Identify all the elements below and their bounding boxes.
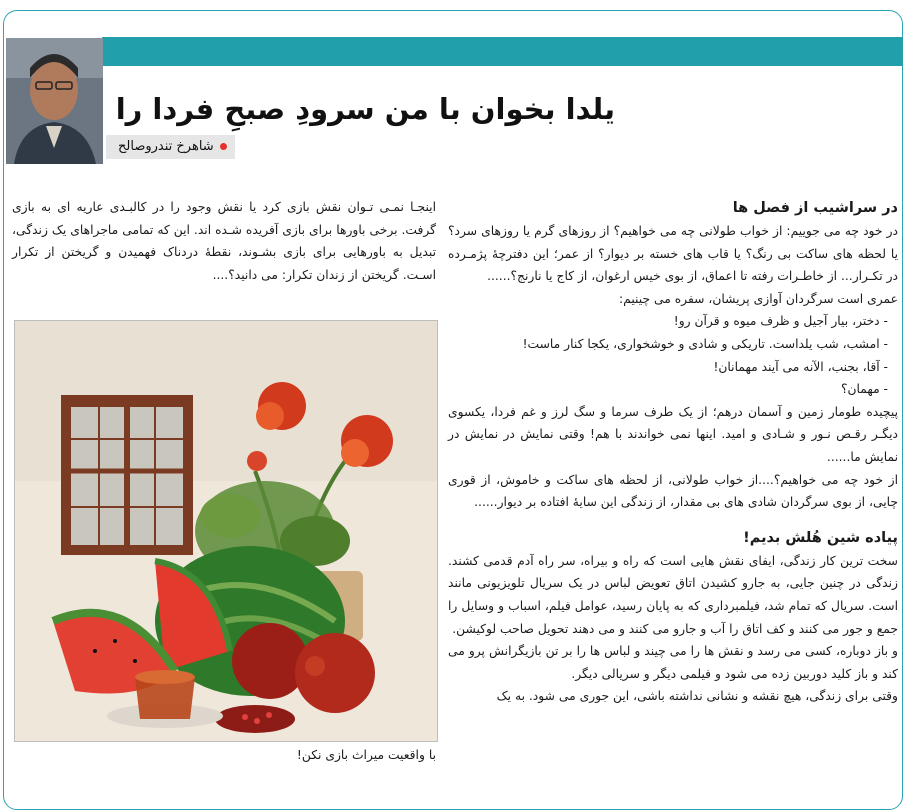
article-title: یلدا بخوان با من سرودِ صبحِ فردا را	[115, 92, 615, 126]
paragraph: در خود چه می جوییم: از خواب طولانی چه می خواهیم؟ از روزهای گرم یا روزهای سرد؟ یا لحظه های ساکت بی رنگ؟ یا قاب های خسته بر دیوار؟ از عمر؛ این دفترچهٔ پژمـرده در تکـرار... از خاطـرات رفته تا اعماق، از بوی خیس ارغوان، از کاج یا نارنج؟......	[448, 224, 898, 284]
image-caption: با واقعیت میراث بازی نکن!	[296, 748, 436, 762]
paragraph: و باز دوباره، کسی می رسد و نقش ها را می چیند و لباس ها را بر تن بازیگرانش پرو می کند و باز کلید دوربین زده می شود و فیلمی دیگر و سریالی دیگر.	[448, 644, 898, 681]
yalda-painting-image	[14, 320, 438, 742]
dialog-line: - مهمان؟	[840, 382, 888, 397]
paragraph: وقتی برای زندگی، هیچ نقشه و نشانی نداشته باشی، این جوری می شود. به یک	[496, 689, 898, 704]
dialog-line: - آقا، بجنب، الآنه می آیند مهمانان!	[713, 359, 888, 374]
section-title-1: در سراشیب از فصل ها	[732, 200, 898, 216]
author-name: شاهرخ تندروصالح	[118, 139, 214, 154]
author-photo	[6, 38, 103, 164]
section-title-2: پیاده شین هُلش بدیم!	[743, 529, 898, 546]
paragraph: از خود چه می خواهیم؟....از خواب طولانی، از لحظه های ساکت و خاموش، از قوری چایی، از بوی سرگردان شادی های بی مقدار، از زندگی این سایهٔ افتاده بر دیوار......	[448, 472, 898, 510]
bullet-dot-icon	[220, 143, 227, 150]
author-byline	[106, 135, 235, 159]
dialog-line: - امشب، شب یلداست. تاریکی و شادی و خوشخواری، یکجا کنار ماست!	[522, 336, 888, 351]
header-band	[102, 37, 903, 66]
left-column	[12, 196, 436, 286]
paragraph: سخت ترین کار زندگی، ایفای نقش هایی است که راه و بیراه، سر راه آدم قدمی کشند. زندگی در چنین جایی، به جارو کشیدن اتاق تعویض لباس در یک سریال تلویزیونی مانند است. سریال که تمام شد، فیلمبرداری که به پایان رسید، عوامل فیلم، اسباب و وسایل را جمع و جور می کنند و کف اتاق را آب و جارو می کنند و می دهند تحویل صاحب لوکیشن.	[448, 553, 898, 636]
paragraph: اینجـا نمـی تـوان نقش بازی کرد یا نقش وجود را در کالبـدی عاریه ای به بازی گرفت. برخی باورها برای بازی آفریده شـده اند. این که تمامی ماجراهای یک زندگی، تبدیل به باورهایی برای بازی بشـوند، نقطهٔ دردناک فهمیدن و گریختن از تکرار اسـت. گریختن از زندان تکرار: می دانید؟....	[12, 200, 436, 282]
right-column	[448, 196, 898, 708]
dialog-line: - دختر، بیار آجیل و ظرف میوه و قرآن رو!	[673, 314, 888, 329]
paragraph: پیچیده طومار زمین و آسمان درهم؛ از یک طرف سرما و سگ لرز و غم فردا، یکسوی دیگـر رقـص نـور و شـادی و امید. اینها نمی خواندند با هم! وقتی نمایش در نمایش در نمایش ما......	[448, 404, 898, 464]
window-illustration	[61, 395, 193, 555]
paragraph: عمری است سرگردان آوازی پریشان، سفره می چینیم:	[619, 291, 898, 306]
